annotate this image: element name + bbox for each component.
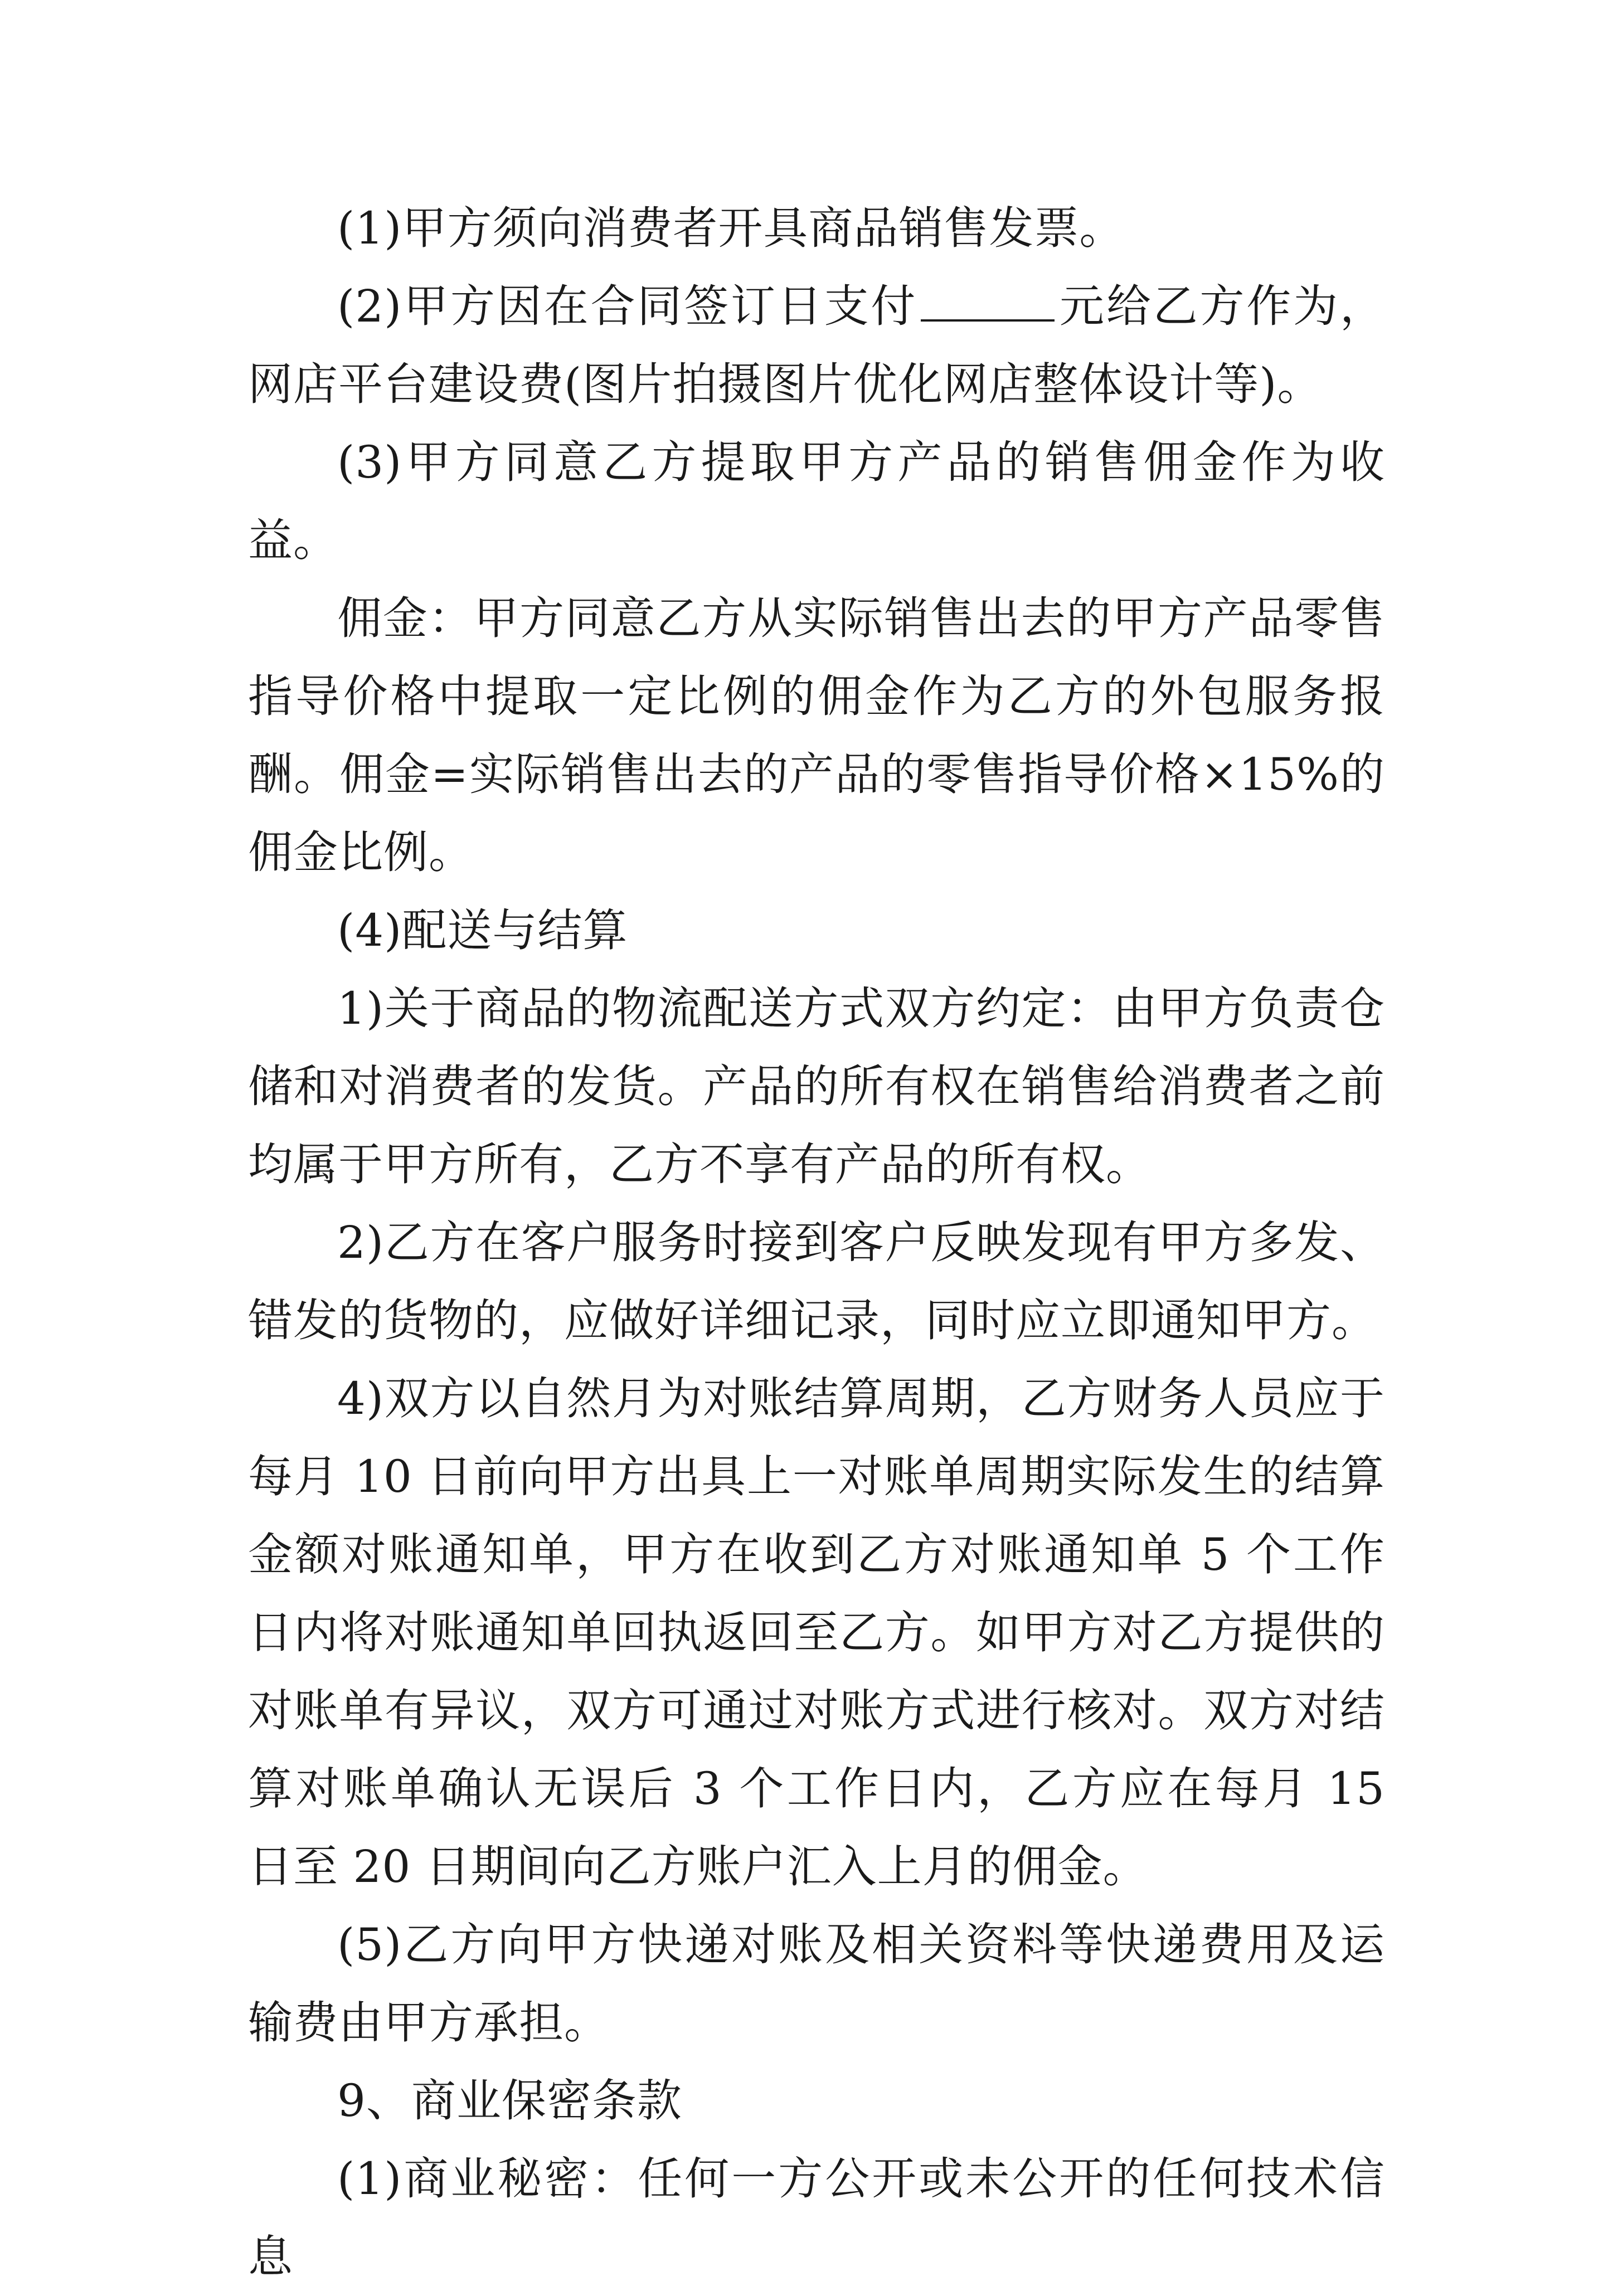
heading-confidentiality: 9、商业保密条款 [337,2075,682,2127]
clause-platform-fee-rest: 元给乙方作为，网店平台建设费(图片拍摄图片优化网店整体设计等)。 [248,280,1385,410]
amount-blank [921,276,1055,322]
clause-customer-service: 2)乙方在客户服务时接到客户反映发现有甲方多发、错发的货物的，应做好详细记录，同时应立即通知甲方。 [248,1217,1385,1346]
clause-invoice: (1)甲方须向消费者开具商品销售发票。 [337,202,1125,254]
heading-delivery-settlement: (4)配送与结算 [337,904,628,956]
clause-trade-secret: (1)商业秘密：任何一方公开或未公开的任何技术信息 [248,2153,1385,2283]
clause-platform-fee-lead: (2)甲方因在合同签订日支付 [337,280,918,332]
clause-reconciliation: 4)双方以自然月为对账结算周期，乙方财务人员应于每月 10 日前向甲方出具上一对账单周期实际发生的结算金额对账通知单，甲方在收到乙方对账通知单 5 个工作日内将对账通知单回执返回至乙方。如甲方对乙方提供的对账单有异议，双方可通过对账方式进行核对。双方对结算对账单确认无误后 3 个工作日内，乙方应在每月 15 日至 20 日期间向乙方账户汇入上月的佣金。 [248,1373,1385,1893]
clause-logistics: 1)关于商品的物流配送方式双方约定：由甲方负责仓储和对消费者的发货。产品的所有权在销售给消费者之前均属于甲方所有，乙方不享有产品的所有权。 [248,982,1385,1190]
clause-shipping-cost: (5)乙方向甲方快递对账及相关资料等快递费用及运输费由甲方承担。 [248,1919,1385,2049]
clause-commission-detail: 佣金：甲方同意乙方从实际销售出去的甲方产品零售指导价格中提取一定比例的佣金作为乙方的外包服务报酬。佣金=实际销售出去的产品的零售指导价格×15%的佣金比例。 [248,592,1385,878]
clause-platform-fee [248,267,1385,424]
contract-body [248,189,1385,2296]
clause-commission: (3)甲方同意乙方提取甲方产品的销售佣金作为收益。 [248,436,1385,566]
